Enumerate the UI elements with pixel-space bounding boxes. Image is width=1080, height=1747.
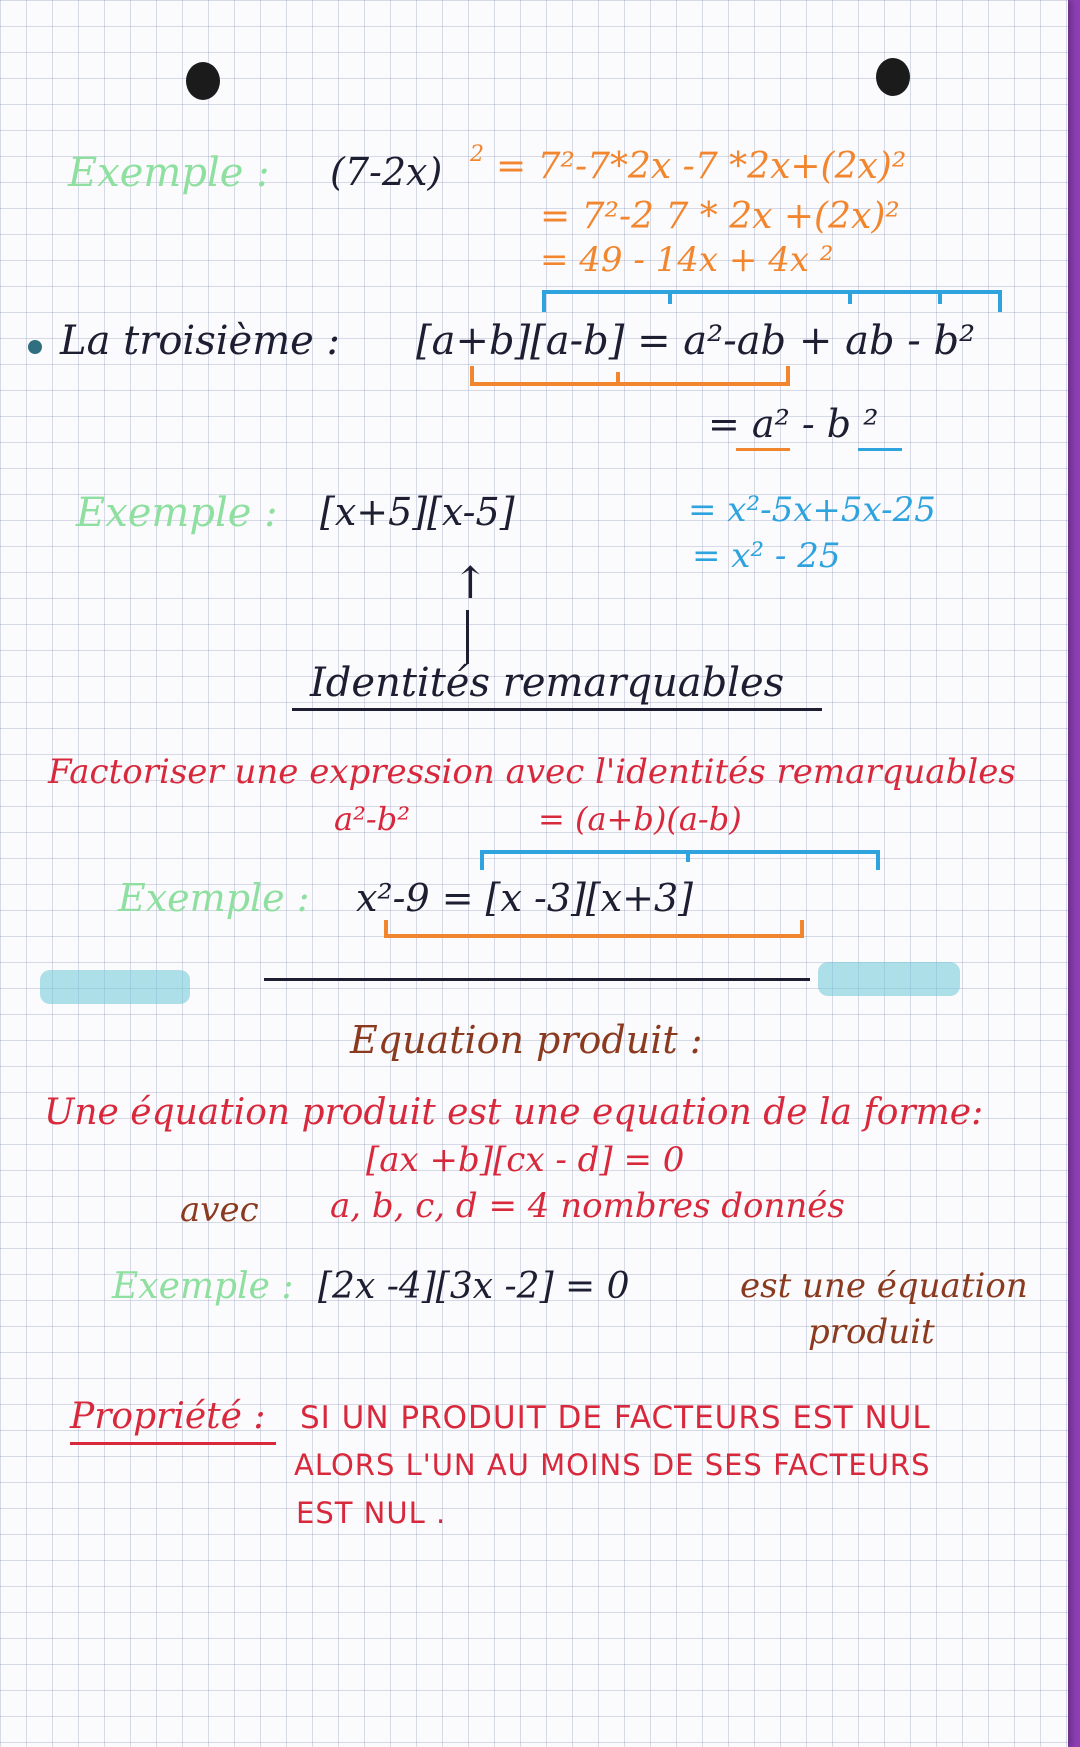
- equation-produit-title: Equation produit :: [350, 1018, 703, 1062]
- example4-text2: produit: [808, 1312, 935, 1352]
- equation-produit-definition: Une équation produit est une equation de la forme:: [44, 1092, 984, 1133]
- example3-expression: x²-9 = [x -3][x+3]: [356, 876, 693, 920]
- factorize-formula-left: a²-b²: [334, 800, 411, 838]
- property-label: Propriété :: [70, 1396, 266, 1437]
- up-arrow-icon: ↑: [452, 558, 489, 609]
- third-result: = a² - b ²: [708, 402, 879, 446]
- third-label: La troisième :: [60, 318, 340, 364]
- orange-brackets-example3: [382, 918, 812, 944]
- section-divider: [264, 978, 810, 981]
- equation-produit-params: a, b, c, d = 4 nombres donnés: [330, 1186, 845, 1226]
- property-line2: ALORS L'UN AU MOINS DE SES FACTEURS: [294, 1448, 931, 1482]
- factorize-formula-right: = (a+b)(a-b): [538, 800, 742, 838]
- punch-hole-right: [876, 58, 910, 96]
- example1-lhs: (7-2x): [330, 150, 443, 194]
- property-label-underline: [70, 1442, 276, 1445]
- underline-a2: [736, 448, 790, 451]
- example2-expression: [x+5][x-5]: [320, 490, 515, 534]
- equation-produit-avec: avec: [180, 1190, 259, 1230]
- punch-hole-left: [186, 62, 220, 100]
- example2-rhs1: = x²-5x+5x-25: [688, 490, 936, 530]
- factorize-heading: Factoriser une expression avec l'identités remarquables: [48, 752, 1016, 792]
- example1-line1: = 7²-7*2x -7 *2x+(2x)²: [496, 146, 907, 187]
- example4-label: Exemple :: [112, 1266, 294, 1307]
- example3-label: Exemple :: [118, 876, 310, 920]
- example1-label: Exemple :: [68, 150, 270, 196]
- identities-title-underline: [292, 708, 822, 711]
- example4-text1: est une équation: [740, 1266, 1028, 1306]
- arrow-shaft: [466, 610, 469, 664]
- orange-brackets-bottom: [468, 364, 798, 394]
- blue-brackets-top: [540, 286, 1010, 316]
- highlight-right: [818, 962, 960, 996]
- example2-label: Exemple :: [76, 490, 278, 536]
- example1-line2: = 7²-2 7 * 2x +(2x)²: [540, 196, 900, 237]
- bullet-dot: [28, 340, 42, 354]
- underline-b2: [858, 448, 902, 451]
- equation-produit-form: [ax +b][cx - d] = 0: [366, 1140, 685, 1180]
- property-line3: EST NUL .: [296, 1496, 447, 1530]
- identities-title: Identités remarquables: [310, 660, 785, 706]
- highlight-left: [40, 970, 190, 1004]
- third-expression: [a+b][a-b] = a²-ab + ab - b²: [416, 318, 976, 364]
- example1-lhs-exponent: 2: [470, 142, 484, 167]
- example1-line3: = 49 - 14x + 4x ²: [540, 240, 834, 280]
- example4-expression: [2x -4][3x -2] = 0: [318, 1266, 630, 1307]
- property-line1: SI UN PRODUIT DE FACTEURS EST NUL: [300, 1400, 931, 1436]
- blue-brackets-example3: [478, 848, 888, 874]
- example2-rhs2: = x² - 25: [692, 536, 841, 576]
